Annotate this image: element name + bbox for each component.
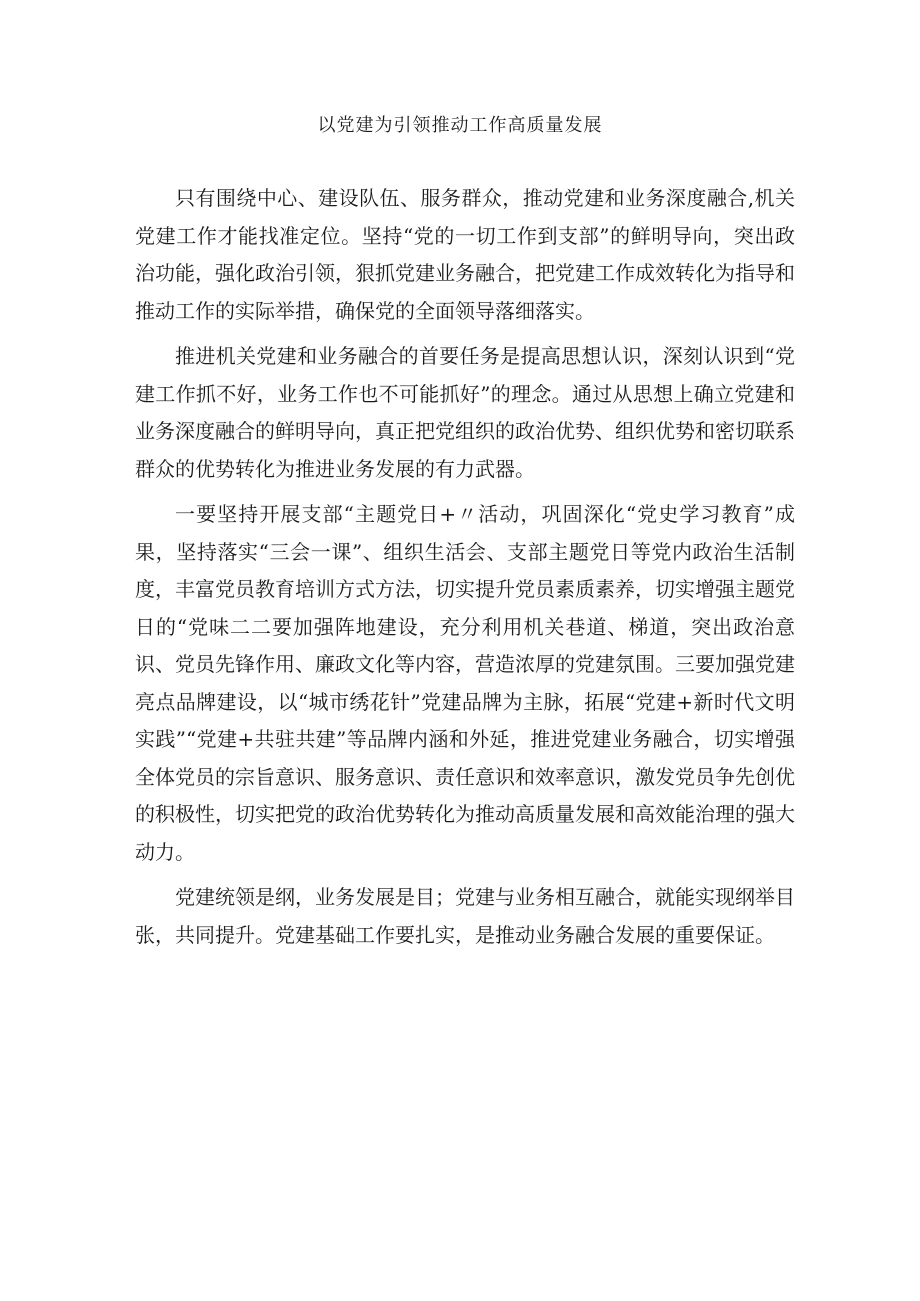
paragraph-4: 党建统领是纲，业务发展是目；党建与业务相互融合，就能实现纲举目张，共同提升。党建基础工作要扎实，是推动业务融合发展的重要保证。	[135, 885, 795, 947]
paragraph-2: 推进机关党建和业务融合的首要任务是提高思想认识，深刻认识到“党建工作抓不好，业务工作也不可能抓好”的理念。通过从思想上确立党建和业务深度融合的鲜明导向，真正把党组织的政治优势、组织优势和密切联系群众的优势转化为推进业务发展的有力武器。	[135, 344, 795, 481]
document-title: 以党建为引领推动工作高质量发展	[317, 115, 603, 136]
paragraph-1: 只有围绕中心、建设队伍、服务群众，推动党建和业务深度融合,机关党建工作才能找准定位。坚持“党的一切工作到支部”的鲜明导向，突出政治功能，强化政治引领，狠抓党建业务融合，把党建工作成效转化为指导和推动工作的实际举措，确保党的全面领导落细落实。	[135, 186, 795, 323]
paragraph-3: 一要坚持开展支部“主题党日+〃活动，巩固深化“党史学习教育”成果，坚持落实“三会一课”、组织生活会、支部主题党日等党内政治生活制度，丰富党员教育培训方式方法，切实提升党员素质素养，切实增强主题党日的“党味二二要加强阵地建设，充分利用机关巷道、梯道，突出政治意识、党员先锋作用、廉政文化等内容，营造浓厚的党建氛围。三要加强党建亮点品牌建设，以“城市绣花针”党建品牌为主脉，拓展“党建+新时代文明实践”“党建+共驻共建”等品牌内涵和外延，推进党建业务融合，切实增强全体党员的宗旨意识、服务意识、责任意识和效率意识，激发党员争先创优的积极性，切实把党的政治优势转化为推动高质量发展和高效能治理的强大动力。	[135, 502, 795, 864]
document-body	[135, 180, 795, 962]
